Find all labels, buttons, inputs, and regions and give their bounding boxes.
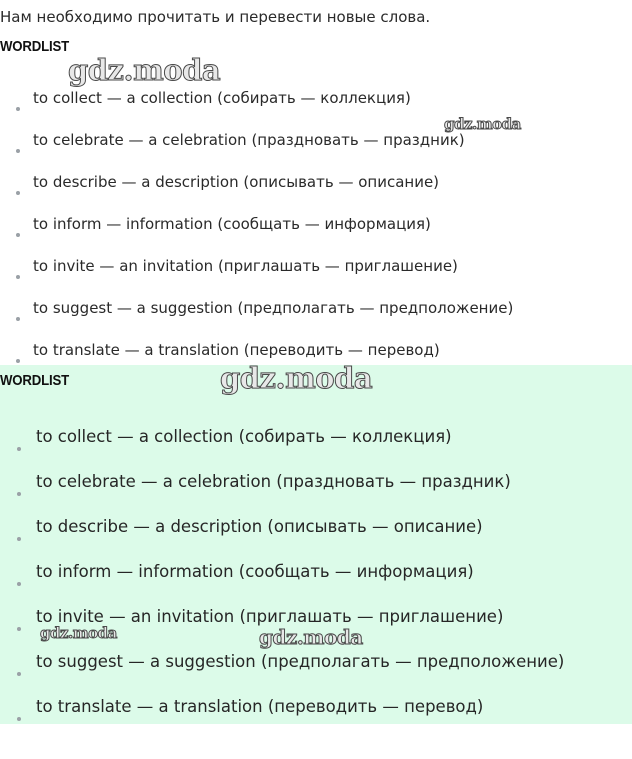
watermark-logo: gdz.moda [444, 115, 521, 133]
list-item-text: to translate — a translation (переводить — перевод) [33, 341, 440, 359]
list-item [0, 298, 513, 340]
list-item [0, 88, 513, 130]
list-item [0, 561, 564, 606]
bullet-icon [16, 317, 20, 321]
list-item [0, 606, 564, 651]
list-item [0, 214, 513, 256]
list-item-text: to invite — an invitation (приглашать — приглашение) [36, 607, 504, 626]
list-item [0, 516, 564, 561]
list-item-text: to collect — a collection (собирать — коллекция) [36, 427, 452, 446]
bullet-icon [16, 275, 20, 279]
bullet-icon [16, 359, 20, 363]
intro-text: Нам необходимо прочитать и перевести новые слова. [0, 8, 431, 26]
list-item [0, 426, 564, 471]
list-item-text: to celebrate — a celebration (праздновать — праздник) [36, 472, 511, 491]
list-item [0, 471, 564, 516]
list-item-text: to suggest — a suggestion (предполагать — предположение) [36, 652, 565, 671]
bullet-icon [16, 149, 20, 153]
list-item [0, 130, 513, 172]
bullet-icon [17, 492, 21, 496]
list-item [0, 256, 513, 298]
bullet-icon [16, 107, 20, 111]
wordlist-heading: WORDLIST [0, 372, 69, 389]
bullet-icon [17, 582, 21, 586]
list-item-text: to translate — a translation (переводить — перевод) [36, 697, 484, 716]
list-item-text: to describe — a description (описывать — описание) [36, 517, 483, 536]
bullet-icon [17, 537, 21, 541]
watermark-logo: gdz.moda [220, 361, 373, 395]
list-item-text: to inform — information (сообщать — информация) [33, 215, 431, 233]
watermark-logo: gdz.moda [40, 624, 117, 642]
bullet-icon [17, 447, 21, 451]
wordlist-heading: WORDLIST [0, 38, 69, 55]
bullet-icon [16, 233, 20, 237]
bullet-icon [16, 191, 20, 195]
list-item-text: to invite — an invitation (приглашать — приглашение) [33, 257, 458, 275]
bullet-icon [17, 672, 21, 676]
list-item-text: to describe — a description (описывать — описание) [33, 173, 440, 191]
list-item [0, 651, 564, 696]
bullet-icon [17, 717, 21, 721]
list-item-text: to suggest — a suggestion (предполагать — предположение) [33, 299, 514, 317]
wordlist-1 [0, 88, 513, 382]
list-item-text: to inform — information (сообщать — информация) [36, 562, 474, 581]
wordlist-2 [0, 426, 564, 741]
list-item [0, 696, 564, 741]
list-item-text: to celebrate — a celebration (праздновать — праздник) [33, 131, 465, 149]
list-item-text: to collect — a collection (собирать — коллекция) [33, 89, 411, 107]
watermark-logo: gdz.moda [68, 53, 221, 87]
bullet-icon [17, 627, 21, 631]
watermark-logo: gdz.moda [259, 625, 363, 649]
list-item [0, 172, 513, 214]
